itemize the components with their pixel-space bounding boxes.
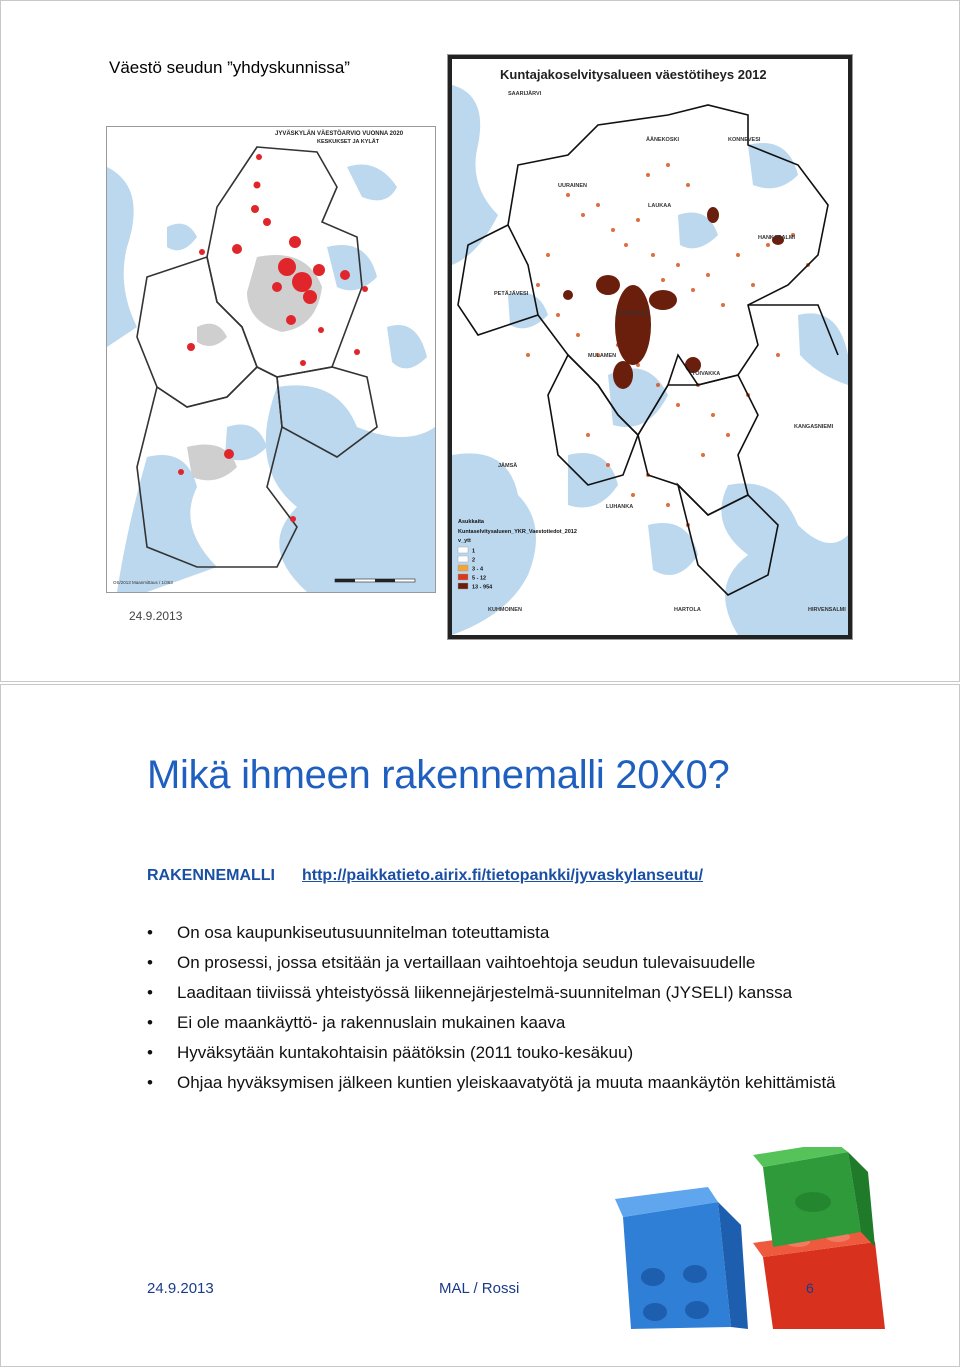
population-density-map xyxy=(447,54,853,640)
bullet-item xyxy=(147,921,847,945)
bullet-icon: • xyxy=(147,923,153,942)
slide-1-date: 24.9.2013 xyxy=(129,609,183,623)
bullet-text: On osa kaupunkiseutusuunnitelman toteuttamista xyxy=(177,923,550,942)
right-map-title: Kuntajakoselvitysalueen väestötiheys 2012 xyxy=(500,67,767,82)
slide-2 xyxy=(0,684,960,1367)
building-blocks-illustration xyxy=(613,1147,885,1329)
left-map-heading: JYVÄSKYLÄN VÄESTÖARVIO VUONNA 2020 xyxy=(275,131,404,137)
place-label: KONNEVESI xyxy=(728,137,761,143)
population-estimate-map xyxy=(106,126,436,593)
legend-swatch xyxy=(458,556,468,562)
place-label: HARTOLA xyxy=(674,607,701,613)
bullet-text: Laaditaan tiiviissä yhteistyössä liikennejärjestelmä-suunnitelman (JYSELI) kanssa xyxy=(177,983,793,1002)
place-label: TOIVAKKA xyxy=(692,371,721,377)
legend-label: 13 - 954 xyxy=(472,584,493,591)
bullet-item xyxy=(147,1041,847,1065)
left-map-credit: OS/2013 Maanmittaus / 1/363 xyxy=(113,580,173,585)
blue-block-icon xyxy=(615,1187,748,1329)
slide-2-title: Mikä ihmeen rakennemalli 20X0? xyxy=(147,753,730,797)
footer-date: 24.9.2013 xyxy=(147,1280,214,1297)
slide-1 xyxy=(0,0,960,682)
section-label: RAKENNEMALLI xyxy=(147,867,275,884)
bullet-list xyxy=(147,921,847,1101)
left-map-subheading: KESKUKSET JA KYLÄT xyxy=(317,139,380,145)
legend-label: 1 xyxy=(472,548,476,555)
legend-label: 3 - 4 xyxy=(472,566,484,573)
place-label: KANGASNIEMI xyxy=(794,424,834,430)
place-label: ÄÄNEKOSKI xyxy=(646,137,680,143)
place-label: JÄMSÄ xyxy=(498,463,518,469)
place-label: UURAINEN xyxy=(558,183,588,189)
slide-1-title: Väestö seudun ”yhdyskunnissa” xyxy=(109,58,350,77)
place-label: LAUKAA xyxy=(648,203,672,209)
place-label: HANKASALMI xyxy=(758,235,795,241)
bullet-text: Ohjaa hyväksymisen jälkeen kuntien yleiskaavatyötä ja muuta maankäytön kehittämistä xyxy=(177,1073,836,1092)
green-block-icon xyxy=(753,1147,875,1247)
legend-swatch xyxy=(458,583,468,589)
bullet-icon: • xyxy=(147,1073,153,1092)
place-label: PETÄJÄVESI xyxy=(494,291,529,297)
legend-swatch xyxy=(458,574,468,580)
place-label: MULAMEN xyxy=(588,353,617,359)
bullet-icon: • xyxy=(147,983,153,1002)
bullet-item xyxy=(147,1011,847,1035)
place-label: SAARIJÄRVI xyxy=(508,91,542,97)
legend-swatch xyxy=(458,565,468,571)
place-label: JYVÄSKYLÄ xyxy=(616,311,650,317)
page-number: 6 xyxy=(806,1280,814,1296)
legend-title: Kuntaselvitysalueen_YKR_Vaestotiedot_2012 xyxy=(458,529,577,535)
paikkatieto-link[interactable]: http://paikkatieto.airix.fi/tietopankki/jyvaskylanseutu/ xyxy=(302,867,704,884)
bullet-item xyxy=(147,981,847,1005)
legend-subtitle: v_ytt xyxy=(458,538,471,544)
legend-label: 2 xyxy=(472,557,476,564)
bullet-item xyxy=(147,951,847,975)
bullet-icon: • xyxy=(147,1013,153,1032)
place-label: HIRVENSALMI xyxy=(808,607,846,613)
bullet-text: Hyväksytään kuntakohtaisin päätöksin (2011 touko-kesäkuu) xyxy=(177,1043,634,1062)
legend-label: 5 - 12 xyxy=(472,575,487,582)
bullet-item xyxy=(147,1071,847,1095)
place-label: KUHMOINEN xyxy=(488,607,522,613)
footer-author: MAL / Rossi xyxy=(439,1280,520,1297)
left-map-scale-bar xyxy=(335,579,415,582)
place-label: LUHANKA xyxy=(606,504,634,510)
bullet-icon: • xyxy=(147,953,153,972)
bullet-icon: • xyxy=(147,1043,153,1062)
bullet-text: On prosessi, jossa etsitään ja vertaillaan vaihtoehtoja seudun tulevaisuudelle xyxy=(177,953,756,972)
legend-swatch xyxy=(458,547,468,553)
legend-header: Asukkaita xyxy=(458,519,484,525)
bullet-text: Ei ole maankäyttö- ja rakennuslain mukainen kaava xyxy=(177,1013,566,1032)
